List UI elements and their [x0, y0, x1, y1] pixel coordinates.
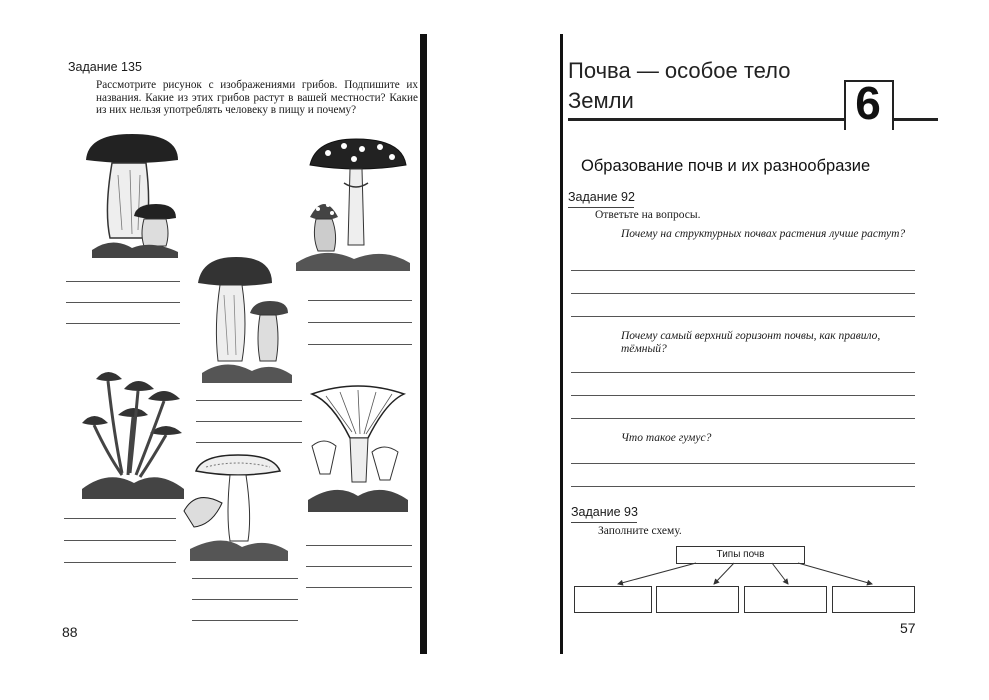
scheme-blank-box-2[interactable]	[656, 586, 739, 613]
chapter-number: 6	[855, 77, 881, 129]
right-page-number: 57	[900, 620, 916, 636]
mushroom-illustration-chanterelle	[306, 382, 410, 522]
task-92-instruction: Ответьте на вопросы.	[595, 209, 701, 221]
task-92-title: Задание 92	[568, 190, 635, 204]
scheme-blank-box-4[interactable]	[832, 586, 915, 613]
chapter-rule	[568, 118, 844, 121]
question-1: Почему на структурных почвах растения лучше растут?	[621, 228, 906, 240]
mushroom-illustration-honey-fungus	[78, 365, 188, 505]
chapter-title-line1: Почва — особое тело	[568, 58, 791, 83]
question-3: Что такое гумус?	[621, 432, 712, 444]
chapter-title-line2: Земли	[568, 88, 634, 113]
mushroom-illustration-fly-agaric	[294, 135, 414, 275]
mushroom-illustration-porcini	[196, 255, 296, 385]
scheme-blank-box-3[interactable]	[744, 586, 827, 613]
mushroom-illustration-russula	[182, 455, 292, 565]
section-title: Образование почв и их разнообразие	[581, 157, 871, 175]
left-page-number: 88	[62, 624, 78, 640]
task-92-underline	[568, 207, 634, 208]
chapter-rule-right	[892, 118, 938, 121]
task-135-title: Задание 135	[68, 60, 142, 74]
scheme-root-label: Типы почв	[716, 549, 765, 560]
left-page-edge	[420, 34, 427, 654]
mushroom-illustration-boletus	[82, 130, 182, 260]
question-2: Почему самый верхний горизонт почвы, как правило, тёмный?	[621, 330, 881, 355]
task-93-underline	[571, 522, 637, 523]
scheme-blank-box-1[interactable]	[574, 586, 652, 613]
task-93-title: Задание 93	[571, 505, 638, 519]
task-135-text: Рассмотрите рисунок с изображениями грибов. Подпишите их названия. Какие из этих грибов растут в вашей местности? Какие из них нельзя употреблять человеку в пищу и почему?	[96, 79, 418, 116]
task-93-instruction: Заполните схему.	[598, 525, 682, 537]
